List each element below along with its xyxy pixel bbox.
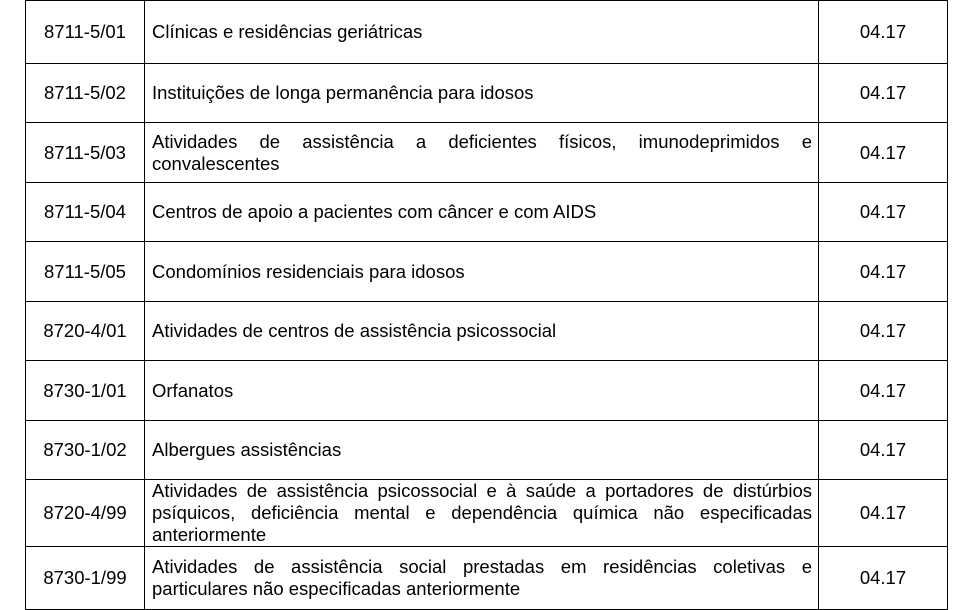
table-body	[26, 1, 948, 610]
item-value-cell: 04.17	[819, 242, 948, 302]
activity-description-cell: Atividades de assistência psicossocial e à saúde a portadores de distúrbios psíquicos, deficiência mental e dependência química não especificadas anteriormente	[145, 480, 819, 547]
item-value-cell: 04.17	[819, 547, 948, 610]
activity-code-cell: 8730-1/02	[26, 421, 145, 480]
activity-code-cell: 8720-4/01	[26, 302, 145, 361]
activity-code-cell: 8711-5/02	[26, 64, 145, 123]
activity-code-cell: 8711-5/04	[26, 183, 145, 242]
item-value-cell: 04.17	[819, 421, 948, 480]
activity-description-cell: Centros de apoio a pacientes com câncer e com AIDS	[145, 183, 819, 242]
activity-description-cell: Condomínios residenciais para idosos	[145, 242, 819, 302]
activity-code-cell: 8711-5/03	[26, 123, 145, 183]
activity-description-cell: Atividades de assistência a deficientes físicos, imunodeprimidos e convalescentes	[145, 123, 819, 183]
table-row	[26, 64, 948, 123]
activity-code-cell: 8730-1/99	[26, 547, 145, 610]
activity-code-cell: 8730-1/01	[26, 361, 145, 421]
table-row	[26, 361, 948, 421]
item-value-cell: 04.17	[819, 480, 948, 547]
item-value-cell: 04.17	[819, 183, 948, 242]
table-row	[26, 1, 948, 64]
activity-description-cell: Clínicas e residências geriátricas	[145, 1, 819, 64]
table-row	[26, 242, 948, 302]
item-value-cell: 04.17	[819, 361, 948, 421]
activity-description-cell: Atividades de assistência social prestadas em residências coletivas e particulares não especificadas anteriormente	[145, 547, 819, 610]
item-value-cell: 04.17	[819, 64, 948, 123]
activity-code-cell: 8711-5/05	[26, 242, 145, 302]
item-value-cell: 04.17	[819, 123, 948, 183]
table-row	[26, 547, 948, 610]
table-row	[26, 183, 948, 242]
activity-description-cell: Orfanatos	[145, 361, 819, 421]
activity-description-cell: Albergues assistências	[145, 421, 819, 480]
table-row	[26, 421, 948, 480]
item-value-cell: 04.17	[819, 302, 948, 361]
table-row	[26, 302, 948, 361]
item-value-cell: 04.17	[819, 1, 948, 64]
activity-description-cell: Atividades de centros de assistência psicossocial	[145, 302, 819, 361]
activity-code-cell: 8711-5/01	[26, 1, 145, 64]
table-row	[26, 123, 948, 183]
table-row	[26, 480, 948, 547]
activity-description-cell: Instituições de longa permanência para idosos	[145, 64, 819, 123]
activity-code-table	[25, 0, 948, 610]
activity-code-cell: 8720-4/99	[26, 480, 145, 547]
